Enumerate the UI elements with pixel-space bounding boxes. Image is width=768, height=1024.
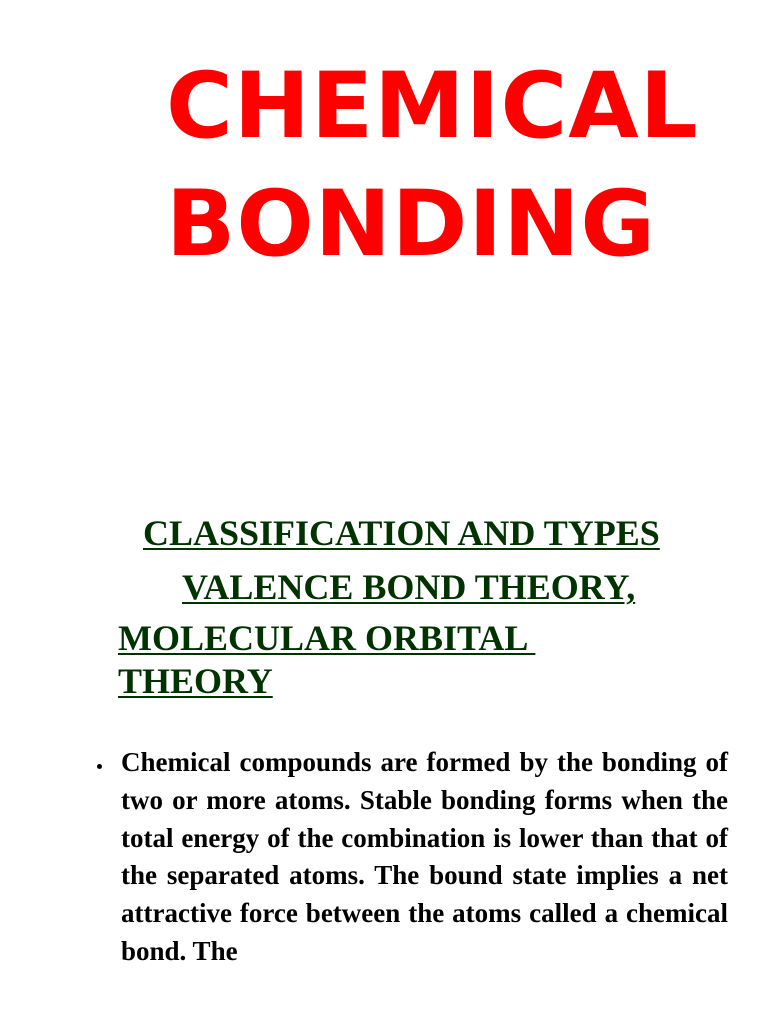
subtitle-line-4: THEORY	[118, 661, 273, 701]
page-title	[166, 48, 699, 284]
subtitle-line-3: MOLECULAR ORBITAL	[118, 618, 536, 658]
subtitle-line-2: VALENCE BOND THEORY,	[182, 567, 636, 607]
bullet-icon	[97, 764, 102, 769]
subtitle-line-1: CLASSIFICATION AND TYPES	[143, 513, 660, 553]
title-line-1: CHEMICAL	[166, 54, 699, 159]
title-line-2: BONDING	[166, 172, 657, 277]
bullet-text: Chemical compounds are formed by the bonding of two or more atoms. Stable bonding forms when the total energy of the combination is lower than that of the separated atoms. The bound state implies a net attractive force between the atoms called a chemical bond. The	[121, 747, 728, 966]
